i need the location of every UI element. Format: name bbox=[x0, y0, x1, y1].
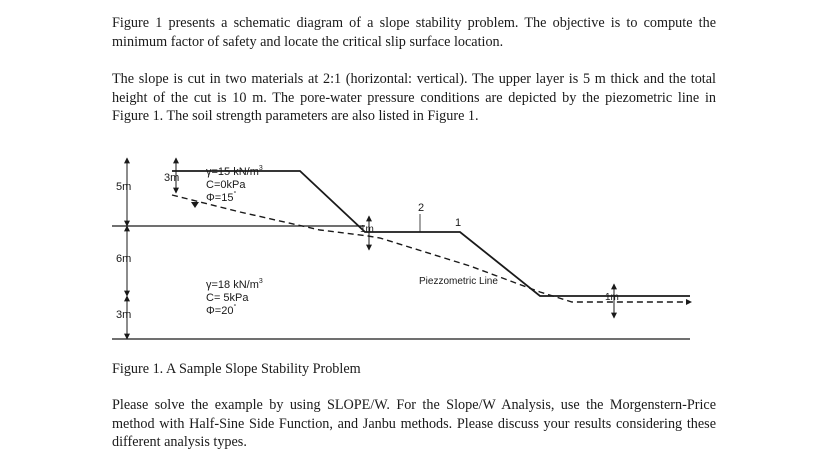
dim-toe-1m-label: 1m bbox=[605, 292, 619, 303]
slope-ratio-h: 1 bbox=[455, 217, 462, 229]
upper-gamma bbox=[206, 165, 263, 178]
upper-cohesion: C=0kPa bbox=[206, 179, 246, 191]
dim-upper-3m-label: 3m bbox=[164, 172, 180, 184]
upper-phi-deg: ° bbox=[233, 191, 237, 198]
lower-gamma-text: γ=18 kN/m bbox=[206, 279, 259, 291]
lower-cohesion: C= 5kPa bbox=[206, 292, 249, 304]
upper-gamma-exp: 3 bbox=[258, 165, 263, 172]
upper-phi bbox=[206, 190, 236, 204]
lower-gamma-exp: 3 bbox=[258, 278, 263, 285]
water-table-marker bbox=[191, 202, 199, 208]
dim-3m-label: 3m bbox=[116, 309, 132, 321]
slope-ratio-v: 2 bbox=[418, 202, 425, 214]
task-paragraph: Please solve the example by using SLOPE/W. For the Slope/W Analysis, use the Morgenstern-Price method with Half-Sine Side Function, and Janbu methods. Please discuss your results considering these different analysis types. bbox=[112, 397, 716, 450]
lower-phi bbox=[206, 303, 236, 317]
piezo-end-marker bbox=[686, 299, 692, 305]
dim-6m-label: 6m bbox=[116, 253, 132, 265]
upper-gamma-text: γ=15 kN/m bbox=[206, 166, 259, 178]
lower-phi-text: Φ=20 bbox=[206, 305, 234, 317]
piezometric-label: Piezzometric Line bbox=[419, 276, 498, 287]
lower-phi-deg: ° bbox=[233, 304, 237, 311]
description-paragraph: The slope is cut in two materials at 2:1 (horizontal: vertical). The upper layer is 5 m thick and the total height of the cut is 10 m. The pore-water pressure conditions are depicted by the piezometric line in Figure 1. The soil strength parameters are also listed in Figure 1. bbox=[112, 71, 716, 124]
dim-crest-1m-label: 1m bbox=[360, 224, 374, 235]
lower-gamma bbox=[206, 278, 263, 291]
dim-5m-label: 5m bbox=[116, 181, 132, 193]
upper-phi-text: Φ=15 bbox=[206, 192, 234, 204]
figure-caption: Figure 1. A Sample Slope Stability Problem bbox=[112, 361, 361, 377]
intro-paragraph: Figure 1 presents a schematic diagram of a slope stability problem. The objective is to compute the minimum factor of safety and locate the critical slip surface location. bbox=[112, 15, 716, 50]
